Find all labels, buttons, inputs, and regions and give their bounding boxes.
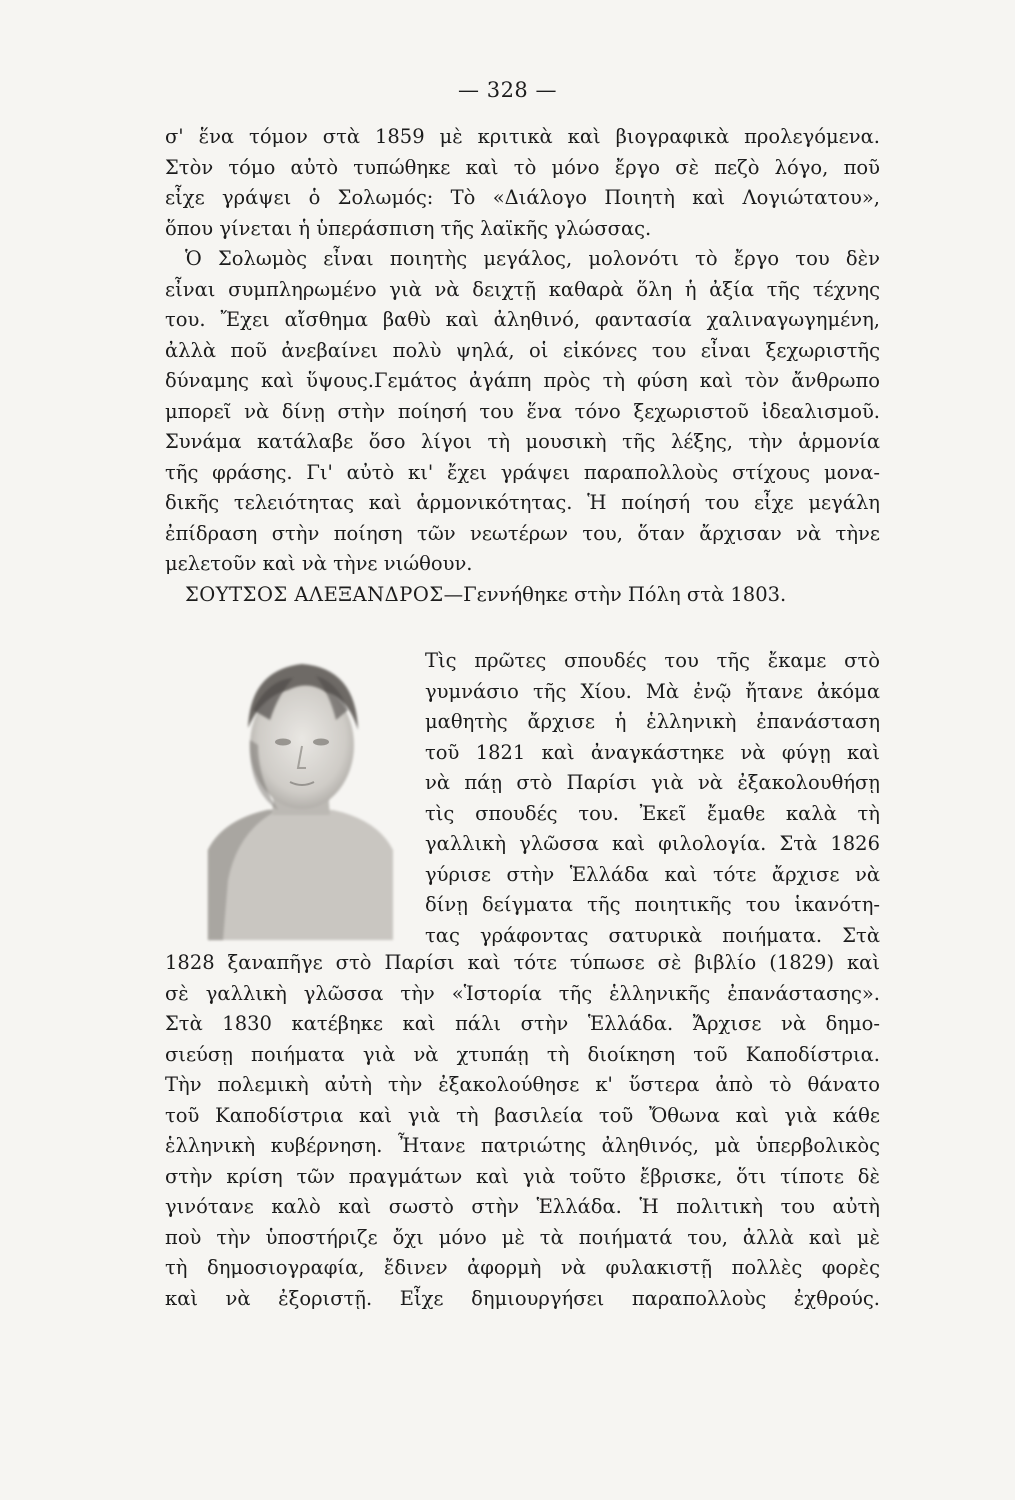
text-line: τῆς φράσης. Γι' αὐτὸ κι' ἔχει γράψει παραπολλοὺς στίχους μονα- bbox=[165, 460, 880, 484]
text-line: ἑλληνικὴ κυβέρνηση. Ἦτανε πατριώτης ἀληθινός, μὰ ὑπερβολικὸς bbox=[165, 1134, 880, 1157]
text-line: ἐπίδραση στὴν ποίηση τῶν νεωτέρων του, ὅταν ἄρχισαν νὰ τὴνε bbox=[165, 521, 880, 545]
portrait-bust bbox=[198, 650, 403, 945]
page-number: — 328 — bbox=[458, 78, 557, 102]
text-line: δίνῃ δείγματα τῆς ποιητικῆς του ἱκανότη- bbox=[425, 893, 880, 916]
heading-rest: —Γεννήθηκε στὴν Πόλη στὰ 1803. bbox=[443, 582, 787, 606]
text-line: Τὴν πολεμικὴ αὐτὴ τὴν ἐξακολούθησε κ' ὕστερα ἀπὸ τὸ θάνατο bbox=[165, 1073, 880, 1096]
text-line: σὲ γαλλικὴ γλῶσσα τὴν «Ἱστορία τῆς ἑλληνικῆς ἐπανάστασης». bbox=[165, 981, 880, 1005]
text-line: δικῆς τελειότητας καὶ ἁρμονικότητας. Ἡ ποίησή του εἶχε μεγάλη bbox=[165, 491, 880, 514]
text-line: ἀλλὰ ποῦ ἀνεβαίνει πολὺ ψηλά, οἱ εἰκόνες του εἶναι ξεχωριστῆς bbox=[165, 338, 880, 362]
text-line: μπορεῖ νὰ δίνῃ στὴν ποίησή του ἕνα τόνο ξεχωριστοῦ ἰδεαλισμοῦ. bbox=[165, 399, 880, 423]
bottom-text-block bbox=[165, 948, 880, 1314]
text-line: τὶς σπουδές του. Ἐκεῖ ἔμαθε καλὰ τὴ bbox=[425, 801, 880, 825]
text-line: εἶναι συμπληρωμένο γιὰ νὰ δειχτῇ καθαρὰ ὅλη ἡ ἀξία τῆς τέχνης bbox=[165, 277, 880, 301]
text-line: σ' ἕνα τόμον στὰ 1859 μὲ κριτικὰ καὶ βιογραφικὰ προλεγόμενα. bbox=[165, 125, 880, 148]
text-line: 1828 ξαναπῆγε στὸ Παρίσι καὶ τότε τύπωσε σὲ βιβλίο (1829) καὶ bbox=[165, 951, 880, 974]
text-line: γύρισε στὴν Ἑλλάδα καὶ τότε ἄρχισε νὰ bbox=[425, 862, 880, 886]
biography-heading bbox=[165, 580, 880, 611]
text-line: μελετοῦν καὶ νὰ τὴνε νιώθουν. bbox=[165, 552, 473, 575]
top-text-block bbox=[165, 122, 880, 610]
text-line: Συνάμα κατάλαβε ὅσο λίγοι τὴ μουσικὴ τῆς λέξης, τὴν ἁρμονία bbox=[165, 430, 880, 453]
text-line: δύναμης καὶ ὕψους.Γεμάτος ἀγάπη πρὸς τὴ φύση καὶ τὸν ἄνθρωπο bbox=[165, 369, 880, 392]
text-line: τοῦ Καποδίστρια καὶ γιὰ τὴ βασιλεία τοῦ Ὄθωνα καὶ γιὰ κάθε bbox=[165, 1103, 880, 1127]
text-line: ποὺ τὴν ὑποστήριζε ὄχι μόνο μὲ τὰ ποιήματά του, ἀλλὰ καὶ μὲ bbox=[165, 1225, 880, 1249]
text-line: Ὁ Σολωμὸς εἶναι ποιητὴς μεγάλος, μολονότι τὸ ἔργο του δὲν bbox=[185, 247, 880, 270]
text-line: γυμνάσιο τῆς Χίου. Μὰ ἐνῷ ἤτανε ἀκόμα bbox=[425, 679, 880, 703]
text-line: νὰ πάῃ στὸ Παρίσι γιὰ νὰ ἐξακολουθήσῃ bbox=[425, 771, 880, 794]
text-line: Τὶς πρῶτες σπουδές του τῆς ἔκαμε στὸ bbox=[425, 649, 880, 672]
text-line: Στὰ 1830 κατέβηκε καὶ πάλι στὴν Ἑλλάδα. Ἄρχισε νὰ δημο- bbox=[165, 1012, 880, 1035]
text-line: ὅπου γίνεται ἡ ὑπεράσπιση τῆς λαϊκῆς γλώσσας. bbox=[165, 216, 652, 240]
text-line: στὴν κρίση τῶν πραγμάτων καὶ γιὰ τοῦτο ἔβρισκε, ὅτι τίποτε δὲ bbox=[165, 1164, 880, 1188]
portrait-bust-drawing bbox=[198, 650, 403, 945]
text-line: τοῦ 1821 καὶ ἀναγκάστηκε νὰ φύγῃ καὶ bbox=[425, 740, 880, 764]
text-line: του. Ἔχει αἴσθημα βαθὺ καὶ ἀληθινό, φαντασία χαλιναγωγημένη, bbox=[165, 308, 880, 331]
wrapped-text-block bbox=[425, 646, 880, 951]
text-line: γαλλικὴ γλῶσσα καὶ φιλολογία. Στὰ 1826 bbox=[425, 832, 880, 855]
text-line: Στὸν τόμο αὐτὸ τυπώθηκε καὶ τὸ μόνο ἔργο σὲ πεζὸ λόγο, ποῦ bbox=[165, 155, 880, 179]
text-line: καὶ νὰ ἐξοριστῇ. Εἶχε δημιουργήσει παραπολλοὺς ἐχθρούς. bbox=[165, 1286, 880, 1310]
text-line: μαθητὴς ἄρχισε ἡ ἑλληνικὴ ἐπανάσταση bbox=[425, 710, 880, 733]
text-line: γινότανε καλὸ καὶ σωστὸ στὴν Ἑλλάδα. Ἡ πολιτικὴ του αὐτὴ bbox=[165, 1195, 880, 1218]
text-line: τας γράφοντας σατυρικὰ ποιήματα. Στὰ bbox=[425, 923, 880, 947]
heading-name: ΣΟΥΤΣΟΣ ΑΛΕΞΑΝΔΡΟΣ bbox=[185, 582, 444, 606]
text-line: τὴ δημοσιογραφία, ἔδινεν ἀφορμὴ νὰ φυλακιστῇ πολλὲς φορὲς bbox=[165, 1256, 880, 1279]
text-line: εἶχε γράψει ὁ Σολωμός: Τὸ «Διάλογο Ποιητὴ καὶ Λογιώτατου», bbox=[165, 186, 880, 209]
text-line: σιεύσῃ ποιήματα γιὰ νὰ χτυπάῃ τὴ διοίκηση τοῦ Καποδίστρια. bbox=[165, 1042, 880, 1066]
